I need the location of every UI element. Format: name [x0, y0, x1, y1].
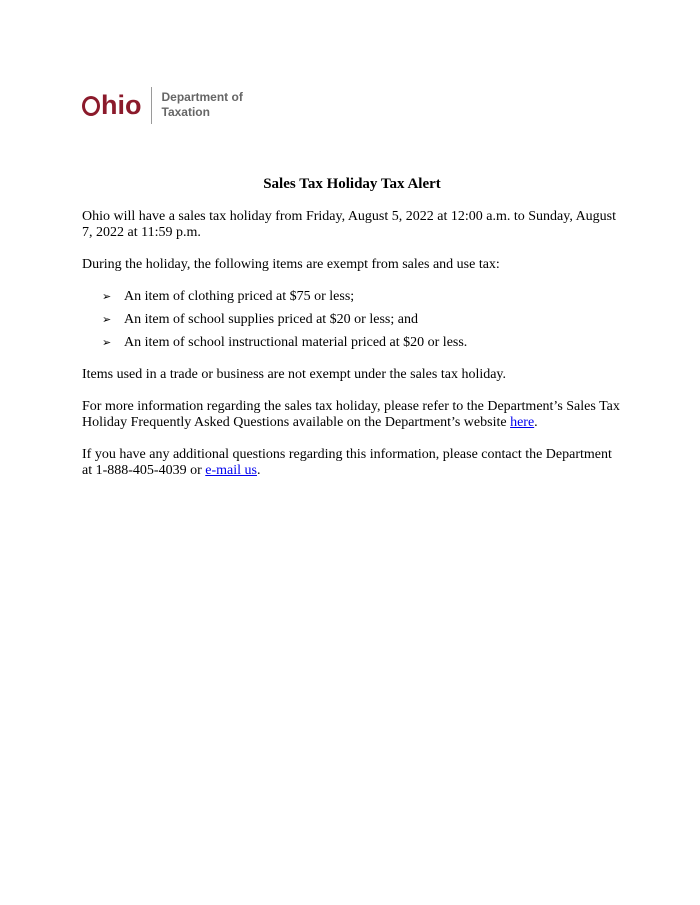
email-us-link[interactable]: e-mail us — [205, 463, 257, 478]
ohio-o-mark — [82, 96, 100, 116]
arrow-bullet-icon: ➢ — [102, 290, 112, 303]
logo-department-line-1: Department of — [161, 90, 243, 104]
document-body — [82, 176, 622, 495]
more-information-paragraph — [82, 399, 622, 431]
trade-business-paragraph: Items used in a trade or business are not exempt under the sales tax holiday. — [82, 367, 507, 382]
logo-department-line-2: Taxation — [161, 105, 210, 119]
more-information-end: . — [534, 415, 538, 430]
ohio-wordmark-text: hio — [101, 89, 142, 120]
list-item-text: An item of clothing priced at $75 or less; — [124, 289, 355, 304]
exempt-items-intro: During the holiday, the following items are exempt from sales and use tax: — [82, 257, 500, 272]
list-item-text: An item of school instructional material priced at $20 or less. — [124, 335, 468, 350]
list-item — [82, 312, 622, 328]
ohio-wordmark — [82, 89, 142, 120]
arrow-bullet-icon: ➢ — [102, 313, 112, 326]
logo-divider — [151, 87, 152, 124]
exempt-items-list — [82, 289, 622, 351]
more-information-text: For more information regarding the sales tax holiday, please refer to the Department’s Sales Tax Holiday Frequently Asked Questions available on the Department’s website — [82, 399, 620, 430]
arrow-bullet-icon: ➢ — [102, 336, 112, 349]
list-item — [82, 289, 622, 305]
contact-end: . — [256, 463, 261, 478]
contact-paragraph — [82, 447, 622, 479]
list-item — [82, 335, 622, 351]
faq-here-link[interactable]: here — [510, 415, 535, 430]
logo-department-name — [162, 90, 243, 120]
holiday-dates-paragraph: Ohio will have a sales tax holiday from Friday, August 5, 2022 at 12:00 a.m. to Sunday, August 7, 2022 at 11:59 p.m. — [82, 209, 617, 240]
ohio-department-of-taxation-logo — [82, 86, 243, 124]
list-item-text: An item of school supplies priced at $20 or less; and — [124, 312, 418, 327]
contact-text: If you have any additional questions regarding this information, please contact the Department at 1-888-405-4039 or — [82, 447, 612, 478]
document-title: Sales Tax Holiday Tax Alert — [263, 176, 441, 192]
